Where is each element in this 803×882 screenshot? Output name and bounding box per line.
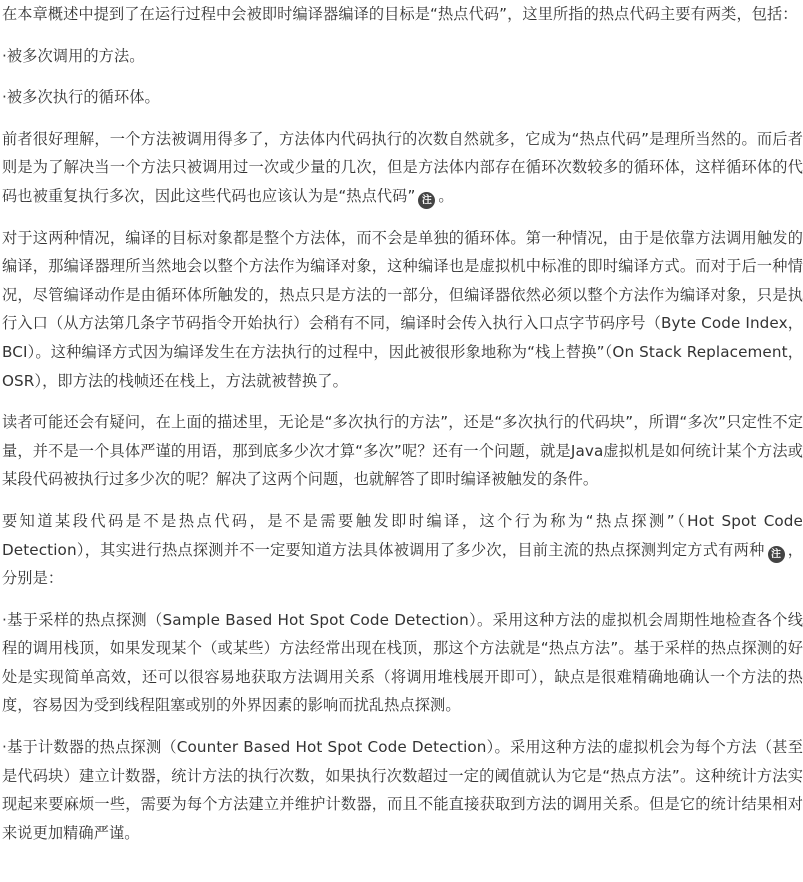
- paragraph-hot-spot-text: 要知道某段代码是不是热点代码，是不是需要触发即时编译，这个行为称为“热点探测”（Hot Spot Code Detection），其实进行热点探测并不一定要知道方法具体被调用了多少次，目前主流的热点探测判定方式有两种: [2, 511, 803, 559]
- paragraph-explanation-text: 前者很好理解，一个方法被调用得多了，方法体内代码执行的次数自然就多，它成为“热点代码”是理所当然的。而后者则是为了解决当一个方法只被调用过一次或少量的几次，但是方法体内部存在循环次数较多的循环体，这样循环体的代码也被重复执行多次，因此这些代码也应该认为是“热点代码”: [2, 129, 803, 205]
- paragraph-osr: 对于这两种情况，编译的目标对象都是整个方法体，而不会是单独的循环体。第一种情况，由于是依靠方法调用触发的编译，那编译器理所当然地会以整个方法作为编译对象，这种编译也是虚拟机中标准的即时编译方式。而对于后一种情况，尽管编译动作是由循环体所触发的，热点只是方法的一部分，但编译器依然必须以整个方法作为编译对象，只是执行入口（从方法第几条字节码指令开始执行）会稍有不同，编译时会传入执行入口点字节码序号（Byte Code Index，BCI）。这种编译方式因为编译发生在方法执行的过程中，因此被很形象地称为“栈上替换”（On Stack Replacement，OSR），即方法的栈帧还在栈上，方法就被替换了。: [2, 228, 803, 390]
- paragraph-explanation: [2, 125, 803, 211]
- bullet-called-methods: ·被多次调用的方法。: [2, 46, 145, 65]
- bullet-sample-based: ·基于采样的热点探测（Sample Based Hot Spot Code Detection）。采用这种方法的虚拟机会周期性地检查各个线程的调用栈顶，如果发现某个（或某些）方法经常出现在栈顶，那这个方法就是“热点方法”。基于采样的热点探测的好处是实现简单高效，还可以很容易地获取方法调用关系（将调用堆栈展开即可），缺点是很难精确地确认一个方法的热度，容易因为受到线程阻塞或别的外界因素的影响而扰乱热点探测。: [2, 610, 803, 715]
- paragraph-hot-spot-end: ，分别是：: [2, 540, 803, 588]
- paragraph-questions: 读者可能还会有疑问，在上面的描述里，无论是“多次执行的方法”，还是“多次执行的代码块”，所谓“多次”只定性不定量，并不是一个具体严谨的用语，那到底多少次才算“多次”呢？还有一个问题，就是Java虚拟机是如何统计某个方法或某段代码被执行过多少次的呢？解决了这两个问题，也就解答了即时编译被触发的条件。: [2, 413, 803, 489]
- footnote-icon[interactable]: 注: [418, 192, 435, 209]
- bullet-loop-bodies: ·被多次执行的循环体。: [2, 88, 160, 107]
- bullet-counter-based: ·基于计数器的热点探测（Counter Based Hot Spot Code Detection）。采用这种方法的虚拟机会为每个方法（甚至是代码块）建立计数器，统计方法的执行次数，如果执行次数超过一定的阈值就认为它是“热点方法”。这种统计方法实现起来要麻烦一些，需要为每个方法建立并维护计数器，而且不能直接获取到方法的调用关系。但是它的统计结果相对来说更加精确严谨。: [2, 738, 803, 842]
- paragraph-explanation-end: 。: [438, 186, 454, 205]
- paragraph-intro: 在本章概述中提到了在运行过程中会被即时编译器编译的目标是“热点代码”，这里所指的热点代码主要有两类，包括：: [2, 5, 798, 23]
- paragraph-hot-spot-detection: [2, 507, 803, 593]
- footnote-icon[interactable]: 注: [768, 546, 785, 563]
